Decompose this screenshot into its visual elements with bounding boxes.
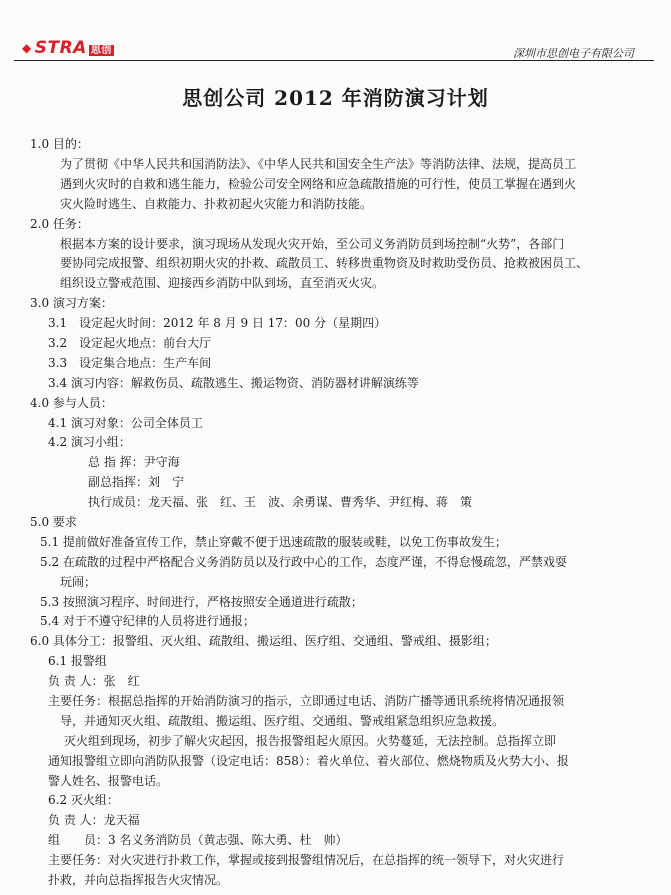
- text-line: 3.2 设定起火地点：前台大厅: [48, 335, 212, 350]
- text-line: 负 责 人：张 红: [48, 674, 140, 689]
- text-line: 5.2 在疏散的过程中严格配合义务消防员以及行政中心的工作，态度严谨，不得怠慢疏忽，严禁戏耍: [40, 554, 567, 569]
- section-heading: 1.0 目的：: [30, 137, 89, 151]
- text-line: 导，并通知灭火组、疏散组、搬运组、医疗组、交通组、警戒组紧急组织应急救援。: [60, 713, 505, 728]
- text-line: 3.4 演习内容：解救伤员、疏散逃生、搬运物资、消防器材讲解演练等: [48, 375, 419, 390]
- text-line: 组 员：3 名义务消防员（黄志强、陈大勇、杜 帅）: [48, 833, 348, 848]
- text-line: 5.1 提前做好准备宣传工作，禁止穿戴不便于迅速疏散的服装或鞋，以免工伤事故发生；: [40, 534, 507, 549]
- page-header: [14, 34, 654, 61]
- section-heading: 4.0 参与人员：: [30, 395, 113, 410]
- text-line: 扑救，并向总指挥报告火灾情况。: [48, 873, 229, 887]
- text-line: 主要任务：对火灾进行扑救工作，掌握或接到报警组情况后，在总指挥的统一领导下，对火灾进行: [48, 853, 565, 868]
- company-name: 深圳市思创电子有限公司: [513, 47, 634, 60]
- section-heading: 5.0 要求: [30, 514, 77, 529]
- text-line: 根据本方案的设计要求，演习现场从发现火灾开始，至公司义务消防员到场控制“火势”，各部门: [60, 236, 565, 251]
- company-logo: [22, 38, 114, 58]
- section-heading: 6.0 具体分工：报警组、灭火组、疏散组、搬运组、医疗组、交通组、警戒组、摄影组；: [30, 634, 497, 649]
- text-line: 5.3 按照演习程序、时间进行，严格按照安全通道进行疏散；: [40, 594, 363, 609]
- section-heading: 2.0 任务：: [30, 216, 89, 231]
- text-line: 3.3 设定集合地点：生产车间: [48, 355, 212, 370]
- text-line: 要协同完成报警、组织初期火灾的扑救、疏散员工、转移贵重物资及时救助受伤员、抢救被困员工、: [60, 256, 589, 271]
- text-line: 6.1 报警组: [48, 654, 107, 669]
- logo-text: STRA: [34, 38, 87, 58]
- section-heading: 6.2 灭火组：: [48, 793, 119, 808]
- text-line: 总 指 挥：尹守海: [88, 455, 180, 470]
- text-line: 副总指挥：刘 宁: [88, 475, 185, 490]
- text-line: 组织设立警戒范围、迎接西乡消防中队到场，直至消灭火灾。: [60, 276, 385, 291]
- text-line: 为了贯彻《中华人民共和国消防法》、《中华人民共和国安全生产法》等消防法律、法规，提高员工: [60, 156, 577, 171]
- logo-cn: 思创: [90, 44, 112, 56]
- section-heading: 3.0 演习方案：: [30, 296, 113, 311]
- text-line: 遇到火灾时的自救和逃生能力，检验公司安全网络和应急疏散措施的可行性，使员工掌握在遇到火: [60, 176, 577, 191]
- text-line: 玩闹；: [60, 574, 97, 589]
- text-line: 灭火组到现场，初步了解火灾起因，报告报警组起火原因。火势蔓延，无法控制。总指挥立即: [64, 733, 557, 748]
- text-line: 执行成员：龙天福、张 红、王 波、余勇谋、曹秀华、尹红梅、蒋 策: [88, 495, 473, 510]
- document-title: 思创公司 2012 年消防演习计划: [182, 86, 489, 110]
- text-line: 负 责 人：龙天福: [48, 813, 140, 828]
- text-line: 4.2 演习小组：: [48, 435, 131, 450]
- logo-mark-icon: ◆: [22, 41, 32, 55]
- text-line: 4.1 演习对象：公司全体员工: [48, 415, 203, 430]
- text-line: 5.4 对于不遵守纪律的人员将进行通报；: [40, 614, 255, 629]
- text-line: 灾火险时逃生、自救能力、扑救初起火灾能力和消防技能。: [60, 196, 373, 211]
- text-line: 3.1 设定起火时间：2012 年 8 月 9 日 17：00 分（星期四）: [48, 316, 387, 330]
- text-line: 主要任务：根据总指挥的开始消防演习的指示，立即通过电话、消防广播等通讯系统将情况通报领: [48, 694, 565, 708]
- text-line: 警人姓名、报警电话。: [48, 773, 169, 788]
- text-line: 通知报警组立即向消防队报警（设定电话：858）：着火单位、着火部位、燃烧物质及火势大小、报: [48, 753, 569, 768]
